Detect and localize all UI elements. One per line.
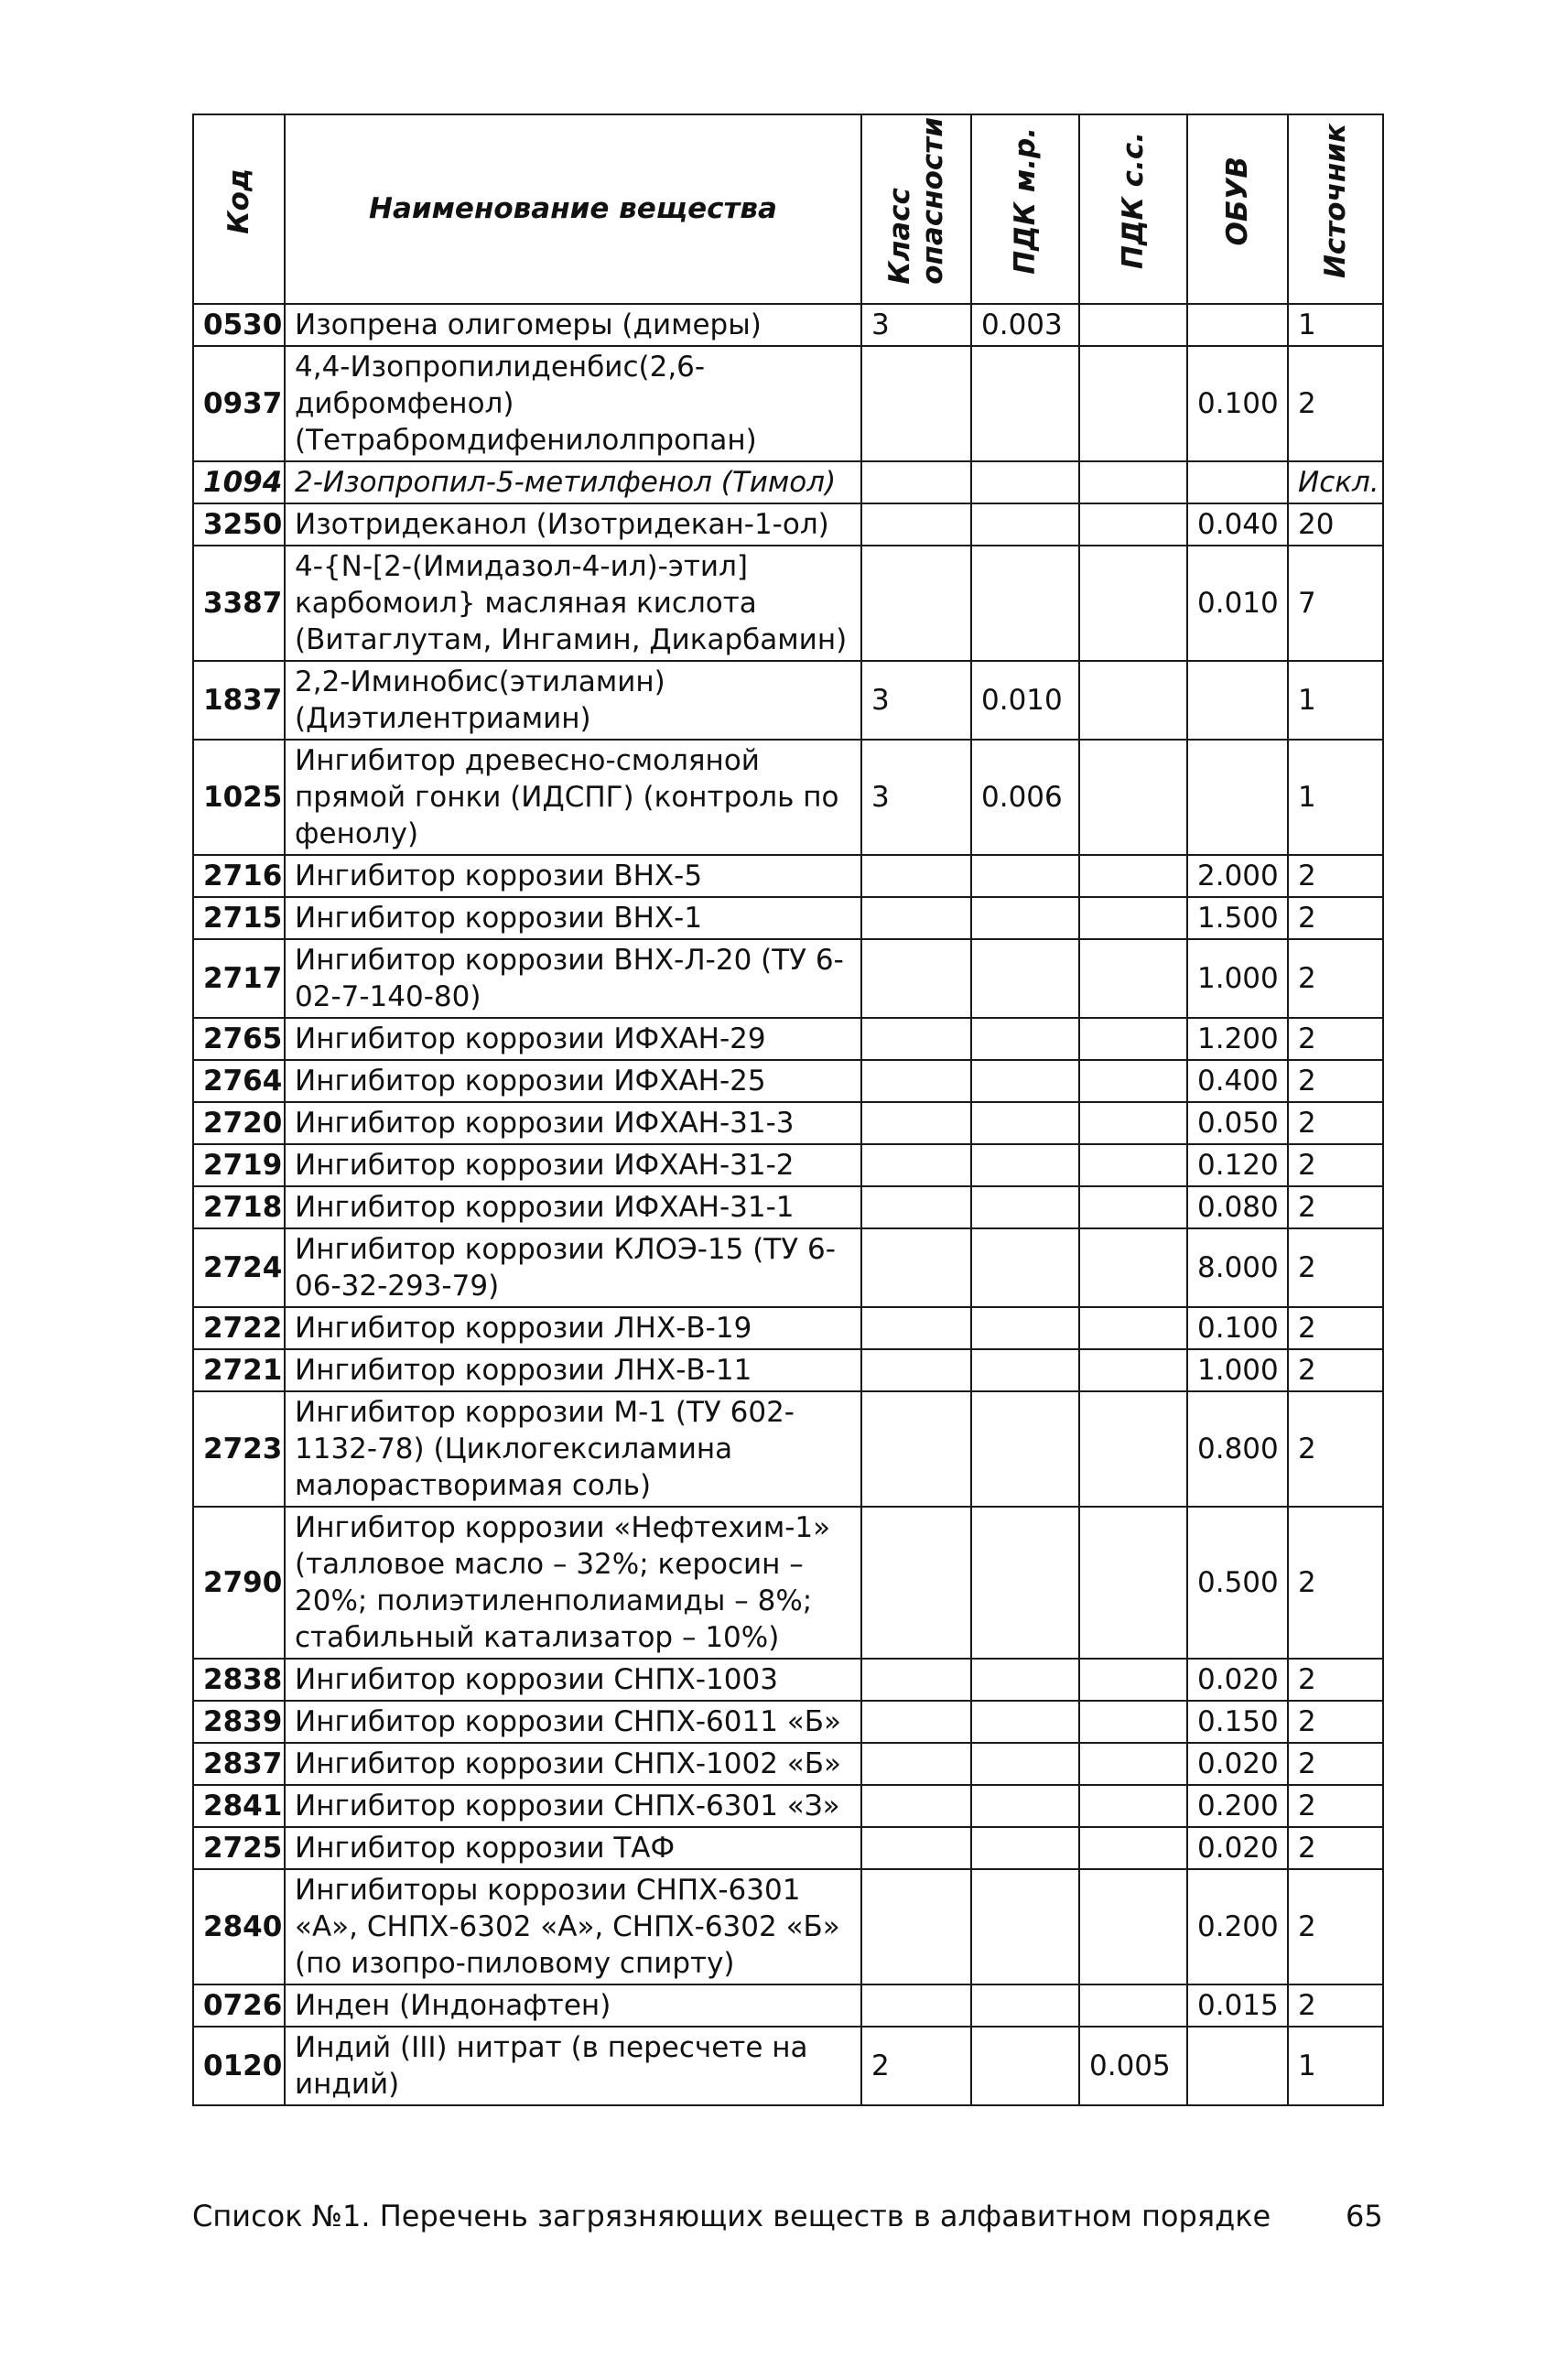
row-pdk-mr xyxy=(971,2027,1079,2105)
row-source: 2 xyxy=(1288,1102,1383,1144)
row-pdk-ss xyxy=(1079,1827,1187,1869)
row-obuv: 0.200 xyxy=(1187,1785,1288,1827)
table-row xyxy=(193,1659,1383,1701)
row-hazard-class xyxy=(861,1507,971,1659)
row-name: Ингибитор коррозии «Нефтехим-1» (талловое масло – 32%; керосин – 20%; полиэтиленполиамиды – 8%; стабильный катализатор – 10%) xyxy=(285,1507,861,1659)
table-row xyxy=(193,304,1383,346)
row-code: 2718 xyxy=(193,1186,285,1228)
row-pdk-mr xyxy=(971,1186,1079,1228)
row-pdk-mr xyxy=(971,546,1079,661)
table-row xyxy=(193,1018,1383,1060)
row-name: Ингибитор коррозии ВНХ-Л-20 (ТУ 6-02-7-140-80) xyxy=(285,939,861,1018)
table-row xyxy=(193,661,1383,740)
row-obuv: 2.000 xyxy=(1187,855,1288,897)
row-pdk-mr xyxy=(971,1144,1079,1186)
row-source: 2 xyxy=(1288,1827,1383,1869)
row-hazard-class: 2 xyxy=(861,2027,971,2105)
row-pdk-mr: 0.010 xyxy=(971,661,1079,740)
row-source: 2 xyxy=(1288,1743,1383,1785)
table-row xyxy=(193,546,1383,661)
row-hazard-class xyxy=(861,1060,971,1102)
row-code: 0120 xyxy=(193,2027,285,2105)
row-hazard-class xyxy=(861,1186,971,1228)
row-pdk-mr xyxy=(971,1743,1079,1785)
row-hazard-class xyxy=(861,1785,971,1827)
row-pdk-ss xyxy=(1079,1307,1187,1349)
row-name: Ингибитор коррозии ИФХАН-31-2 xyxy=(285,1144,861,1186)
table-row xyxy=(193,1507,1383,1659)
row-hazard-class xyxy=(861,1827,971,1869)
row-source: 2 xyxy=(1288,1228,1383,1307)
row-obuv xyxy=(1187,461,1288,503)
header-obuv: ОБУВ xyxy=(1187,114,1288,304)
row-code: 2765 xyxy=(193,1018,285,1060)
row-name: Ингибитор коррозии СНПХ-6011 «Б» xyxy=(285,1701,861,1743)
row-code: 2725 xyxy=(193,1827,285,1869)
row-source: 2 xyxy=(1288,1659,1383,1701)
row-hazard-class xyxy=(861,855,971,897)
row-source: Искл. xyxy=(1288,461,1383,503)
row-hazard-class xyxy=(861,1349,971,1391)
row-pdk-mr xyxy=(971,503,1079,546)
row-pdk-mr xyxy=(971,855,1079,897)
row-source: 2 xyxy=(1288,1144,1383,1186)
row-pdk-ss xyxy=(1079,855,1187,897)
row-obuv: 1.000 xyxy=(1187,1349,1288,1391)
row-obuv: 0.200 xyxy=(1187,1869,1288,1984)
header-name: Наименование вещества xyxy=(285,114,861,304)
row-code: 2764 xyxy=(193,1060,285,1102)
row-pdk-ss xyxy=(1079,304,1187,346)
row-pdk-mr xyxy=(971,1391,1079,1507)
row-obuv: 1.000 xyxy=(1187,939,1288,1018)
row-name: Ингибитор древесно-смоляной прямой гонки (ИДСПГ) (контроль по фенолу) xyxy=(285,740,861,855)
row-name: Ингибитор коррозии ИФХАН-29 xyxy=(285,1018,861,1060)
row-pdk-ss xyxy=(1079,1743,1187,1785)
row-obuv: 0.400 xyxy=(1187,1060,1288,1102)
row-pdk-ss: 0.005 xyxy=(1079,2027,1187,2105)
row-hazard-class xyxy=(861,1701,971,1743)
row-code: 2724 xyxy=(193,1228,285,1307)
table-row xyxy=(193,1701,1383,1743)
table-row xyxy=(193,1391,1383,1507)
row-pdk-ss xyxy=(1079,1869,1187,1984)
row-source: 2 xyxy=(1288,1869,1383,1984)
row-pdk-ss xyxy=(1079,1349,1187,1391)
row-pdk-ss xyxy=(1079,1102,1187,1144)
row-obuv: 0.050 xyxy=(1187,1102,1288,1144)
row-source: 1 xyxy=(1288,740,1383,855)
row-obuv xyxy=(1187,2027,1288,2105)
row-hazard-class xyxy=(861,346,971,461)
row-code: 2723 xyxy=(193,1391,285,1507)
row-hazard-class xyxy=(861,1018,971,1060)
row-source: 2 xyxy=(1288,855,1383,897)
table-row xyxy=(193,740,1383,855)
row-hazard-class xyxy=(861,1144,971,1186)
row-pdk-mr xyxy=(971,1507,1079,1659)
table-header-row xyxy=(193,114,1383,304)
row-name: 4-{N-[2-(Имидазол-4-ил)-этил] карбомоил} масляная кислота (Витаглутам, Ингамин, Дикарбамин) xyxy=(285,546,861,661)
row-name: Ингибитор коррозии СНПХ-1003 xyxy=(285,1659,861,1701)
row-hazard-class xyxy=(861,939,971,1018)
row-hazard-class xyxy=(861,1869,971,1984)
row-name: Ингибитор коррозии СНПХ-1002 «Б» xyxy=(285,1743,861,1785)
table-row xyxy=(193,855,1383,897)
row-code: 2721 xyxy=(193,1349,285,1391)
row-obuv: 0.800 xyxy=(1187,1391,1288,1507)
pollutants-table xyxy=(192,114,1384,2106)
row-obuv: 1.500 xyxy=(1187,897,1288,939)
row-pdk-ss xyxy=(1079,1144,1187,1186)
table-row xyxy=(193,1144,1383,1186)
row-hazard-class xyxy=(861,897,971,939)
row-obuv: 0.100 xyxy=(1187,1307,1288,1349)
row-source: 2 xyxy=(1288,1701,1383,1743)
header-code: Код xyxy=(193,114,285,304)
row-obuv: 0.500 xyxy=(1187,1507,1288,1659)
row-hazard-class: 3 xyxy=(861,740,971,855)
row-source: 1 xyxy=(1288,304,1383,346)
row-hazard-class xyxy=(861,503,971,546)
row-pdk-ss xyxy=(1079,1701,1187,1743)
header-pdk-ss: ПДК с.с. xyxy=(1079,114,1187,304)
row-code: 2719 xyxy=(193,1144,285,1186)
row-pdk-mr xyxy=(971,939,1079,1018)
row-pdk-ss xyxy=(1079,346,1187,461)
table-row xyxy=(193,1349,1383,1391)
row-pdk-ss xyxy=(1079,1228,1187,1307)
row-name: Ингибитор коррозии ТАФ xyxy=(285,1827,861,1869)
row-name: Изопрена олигомеры (димеры) xyxy=(285,304,861,346)
row-pdk-ss xyxy=(1079,740,1187,855)
row-obuv: 0.150 xyxy=(1187,1701,1288,1743)
row-code: 2840 xyxy=(193,1869,285,1984)
row-code: 2716 xyxy=(193,855,285,897)
row-name: Изотридеканол (Изотридекан-1-ол) xyxy=(285,503,861,546)
row-source: 2 xyxy=(1288,346,1383,461)
row-code: 2790 xyxy=(193,1507,285,1659)
row-source: 2 xyxy=(1288,1785,1383,1827)
row-code: 1025 xyxy=(193,740,285,855)
table-row xyxy=(193,1307,1383,1349)
row-name: Ингибитор коррозии ИФХАН-31-3 xyxy=(285,1102,861,1144)
row-name: Ингибитор коррозии ВНХ-5 xyxy=(285,855,861,897)
row-pdk-ss xyxy=(1079,1060,1187,1102)
row-pdk-mr xyxy=(971,1827,1079,1869)
row-obuv: 0.015 xyxy=(1187,1984,1288,2027)
row-source: 2 xyxy=(1288,1391,1383,1507)
row-name: Ингибитор коррозии ЛНХ-В-11 xyxy=(285,1349,861,1391)
row-source: 2 xyxy=(1288,939,1383,1018)
row-obuv: 8.000 xyxy=(1187,1228,1288,1307)
row-name: Ингибиторы коррозии СНПХ-6301 «А», СНПХ-6302 «А», СНПХ-6302 «Б» (по изопро-пиловому спирту) xyxy=(285,1869,861,1984)
row-code: 2720 xyxy=(193,1102,285,1144)
row-obuv: 0.020 xyxy=(1187,1743,1288,1785)
row-pdk-mr xyxy=(971,1659,1079,1701)
table-row xyxy=(193,1827,1383,1869)
row-name: Ингибитор коррозии КЛОЭ-15 (ТУ 6-06-32-293-79) xyxy=(285,1228,861,1307)
row-pdk-mr: 0.003 xyxy=(971,304,1079,346)
table-row xyxy=(193,1102,1383,1144)
table-row xyxy=(193,1228,1383,1307)
header-pdk-mr: ПДК м.р. xyxy=(971,114,1079,304)
row-pdk-mr xyxy=(971,1349,1079,1391)
row-pdk-ss xyxy=(1079,1507,1187,1659)
row-name: Ингибитор коррозии ИФХАН-31-1 xyxy=(285,1186,861,1228)
row-pdk-ss xyxy=(1079,1659,1187,1701)
row-name: Ингибитор коррозии ВНХ-1 xyxy=(285,897,861,939)
page-number: 65 xyxy=(1346,2199,1383,2233)
row-pdk-mr: 0.006 xyxy=(971,740,1079,855)
row-source: 1 xyxy=(1288,2027,1383,2105)
row-hazard-class xyxy=(861,1307,971,1349)
header-source: Источник xyxy=(1288,114,1383,304)
row-obuv xyxy=(1187,304,1288,346)
table-body xyxy=(193,304,1383,2105)
row-name: Ингибитор коррозии М-1 (ТУ 602-1132-78) (Циклогексиламина малорастворимая соль) xyxy=(285,1391,861,1507)
row-pdk-mr xyxy=(971,1102,1079,1144)
row-hazard-class: 3 xyxy=(861,661,971,740)
row-obuv: 0.020 xyxy=(1187,1659,1288,1701)
row-obuv: 0.020 xyxy=(1187,1827,1288,1869)
row-code: 1094 xyxy=(193,461,285,503)
table-row xyxy=(193,1060,1383,1102)
row-name: Индий (III) нитрат (в пересчете на индий) xyxy=(285,2027,861,2105)
row-name: Ингибитор коррозии ЛНХ-В-19 xyxy=(285,1307,861,1349)
row-pdk-mr xyxy=(971,346,1079,461)
row-pdk-ss xyxy=(1079,1391,1187,1507)
table-row xyxy=(193,1186,1383,1228)
row-pdk-ss xyxy=(1079,939,1187,1018)
row-pdk-ss xyxy=(1079,661,1187,740)
row-pdk-ss xyxy=(1079,1785,1187,1827)
row-obuv xyxy=(1187,740,1288,855)
row-pdk-ss xyxy=(1079,461,1187,503)
page-footer-caption: Список №1. Перечень загрязняющих веществ в алфавитном порядке xyxy=(192,2199,1271,2233)
row-obuv: 0.040 xyxy=(1187,503,1288,546)
row-hazard-class xyxy=(861,1102,971,1144)
row-hazard-class: 3 xyxy=(861,304,971,346)
row-obuv: 0.120 xyxy=(1187,1144,1288,1186)
row-code: 2837 xyxy=(193,1743,285,1785)
row-code: 2722 xyxy=(193,1307,285,1349)
row-hazard-class xyxy=(861,1984,971,2027)
table-row xyxy=(193,1869,1383,1984)
row-pdk-mr xyxy=(971,1228,1079,1307)
row-obuv: 1.200 xyxy=(1187,1018,1288,1060)
table-row xyxy=(193,1785,1383,1827)
table-row xyxy=(193,939,1383,1018)
row-source: 2 xyxy=(1288,1307,1383,1349)
row-name: Инден (Индонафтен) xyxy=(285,1984,861,2027)
row-obuv: 0.080 xyxy=(1187,1186,1288,1228)
row-source: 2 xyxy=(1288,1349,1383,1391)
row-hazard-class xyxy=(861,1228,971,1307)
row-name: Ингибитор коррозии ИФХАН-25 xyxy=(285,1060,861,1102)
row-name: 2,2-Иминобис(этиламин) (Диэтилентриамин) xyxy=(285,661,861,740)
row-pdk-mr xyxy=(971,1701,1079,1743)
row-source: 2 xyxy=(1288,1060,1383,1102)
row-source: 20 xyxy=(1288,503,1383,546)
row-obuv xyxy=(1187,661,1288,740)
row-pdk-ss xyxy=(1079,546,1187,661)
row-hazard-class xyxy=(861,461,971,503)
table-row xyxy=(193,1984,1383,2027)
row-pdk-mr xyxy=(971,1060,1079,1102)
row-name: Ингибитор коррозии СНПХ-6301 «З» xyxy=(285,1785,861,1827)
table-row xyxy=(193,503,1383,546)
row-code: 2839 xyxy=(193,1701,285,1743)
row-source: 2 xyxy=(1288,897,1383,939)
row-obuv: 0.100 xyxy=(1187,346,1288,461)
row-pdk-mr xyxy=(971,1018,1079,1060)
row-code: 0937 xyxy=(193,346,285,461)
row-pdk-ss xyxy=(1079,503,1187,546)
table-row xyxy=(193,2027,1383,2105)
row-code: 2841 xyxy=(193,1785,285,1827)
row-code: 2838 xyxy=(193,1659,285,1701)
row-source: 2 xyxy=(1288,1186,1383,1228)
row-obuv: 0.010 xyxy=(1187,546,1288,661)
row-pdk-ss xyxy=(1079,1984,1187,2027)
table-row xyxy=(193,897,1383,939)
row-hazard-class xyxy=(861,1659,971,1701)
row-pdk-ss xyxy=(1079,1018,1187,1060)
row-code: 0530 xyxy=(193,304,285,346)
row-code: 2717 xyxy=(193,939,285,1018)
header-hazard-class: Класс опасности xyxy=(861,114,971,304)
row-source: 2 xyxy=(1288,1507,1383,1659)
row-source: 2 xyxy=(1288,1984,1383,2027)
row-hazard-class xyxy=(861,1391,971,1507)
row-name: 2-Изопропил-5-метилфенол (Тимол) xyxy=(285,461,861,503)
row-pdk-ss xyxy=(1079,1186,1187,1228)
row-code: 1837 xyxy=(193,661,285,740)
row-pdk-mr xyxy=(971,1785,1079,1827)
row-pdk-mr xyxy=(971,1984,1079,2027)
row-pdk-ss xyxy=(1079,897,1187,939)
row-code: 3387 xyxy=(193,546,285,661)
table-row xyxy=(193,461,1383,503)
row-code: 0726 xyxy=(193,1984,285,2027)
row-source: 2 xyxy=(1288,1018,1383,1060)
row-pdk-mr xyxy=(971,1307,1079,1349)
table-row xyxy=(193,1743,1383,1785)
row-pdk-mr xyxy=(971,897,1079,939)
row-code: 3250 xyxy=(193,503,285,546)
row-pdk-mr xyxy=(971,1869,1079,1984)
table-row xyxy=(193,346,1383,461)
row-source: 7 xyxy=(1288,546,1383,661)
row-hazard-class xyxy=(861,546,971,661)
row-hazard-class xyxy=(861,1743,971,1785)
row-code: 2715 xyxy=(193,897,285,939)
row-source: 1 xyxy=(1288,661,1383,740)
row-pdk-mr xyxy=(971,461,1079,503)
row-name: 4,4-Изопропилиденбис(2,6-дибромфенол) (Тетрабромдифенилолпропан) xyxy=(285,346,861,461)
